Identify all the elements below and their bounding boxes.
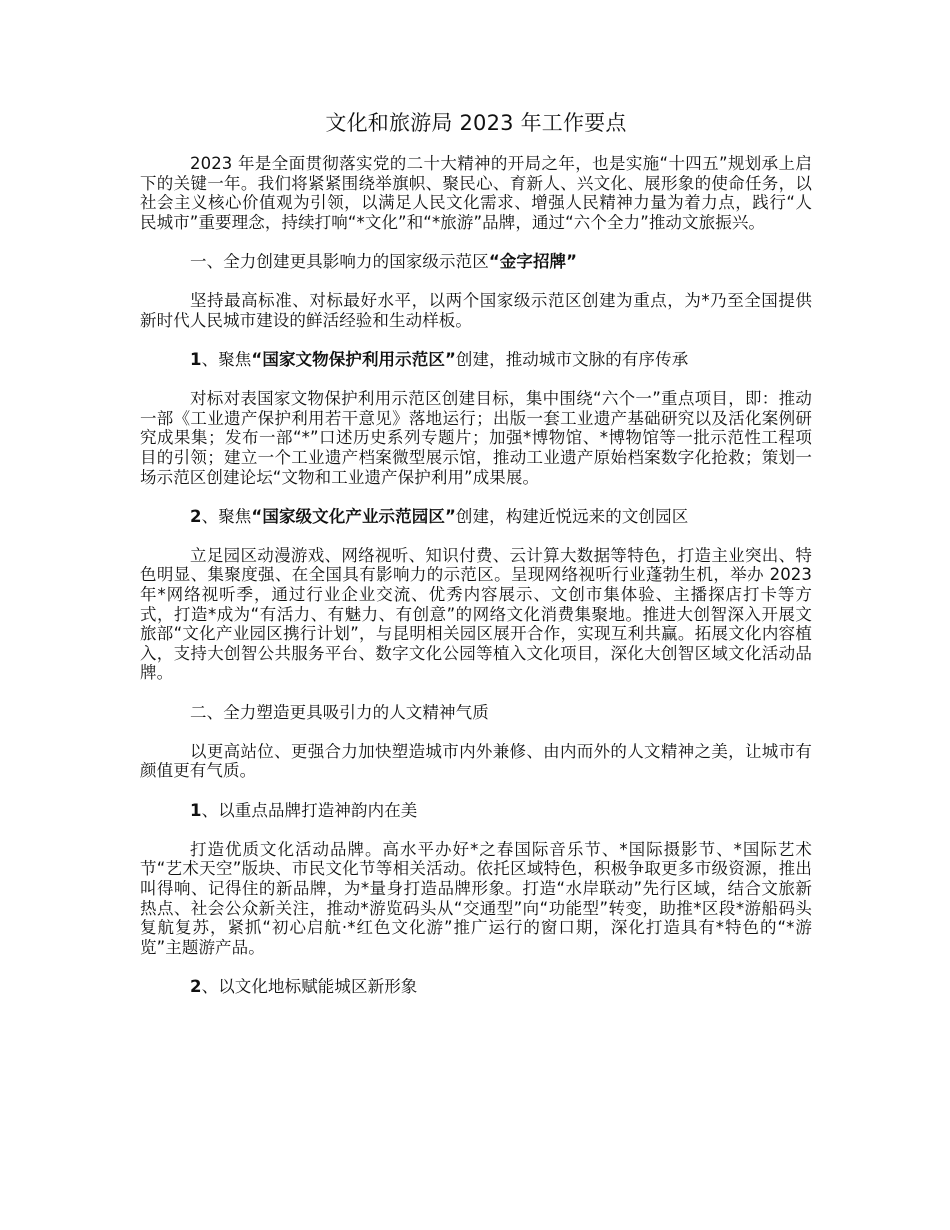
item-heading-pre: 、聚焦 (201, 506, 252, 526)
document-page (140, 108, 812, 997)
item-number: 2 (190, 976, 202, 996)
section1-item2-body: 立足园区动漫游戏、网络视听、知识付费、云计算大数据等特色，打造主业突出、特色明显、集聚度强、在全国具有影响力的示范区。呈现网络视听行业蓬勃生机，举办 2023 年*网络视听季，通过行业企业交流、优秀内容展示、文创市集体验、主播探店打卡等方式，打造*成为“有活力、有魅力、有创意”的网络文化消费集聚地。推进大创智深入开展文旅部“文化产业园区携行计划”，与昆明相关园区展开合作，实现互利共赢。拓展文化内容植入，支持大创智公共服务平台、数字文化公园等植入文化项目，深化大创智区域文化活动品牌。 (140, 545, 812, 683)
section1-item1-heading (140, 350, 812, 370)
section2-body: 以更高站位、更强合力加快塑造城市内外兼修、由内而外的人文精神之美，让城市有颜值更有气质。 (140, 741, 812, 781)
item-heading-post: 创建，构建近悦远来的文创园区 (455, 506, 689, 526)
item-heading-quote: “国家级文化产业示范园区” (251, 506, 456, 526)
section1-heading-quote: “金字招牌” (488, 251, 578, 271)
section1-body: 坚持最高标准、对标最好水平，以两个国家级示范区创建为重点，为*乃至全国提供新时代人民城市建设的鲜活经验和生动样板。 (140, 291, 812, 330)
item-heading-post: 、以重点品牌打造神韵内在美 (201, 800, 418, 820)
section1-item1-body: 对标对表国家文物保护利用示范区创建目标，集中围绕“六个一”重点项目，即：推动一部《工业遗产保护利用若干意见》落地运行；出版一套工业遗产基础研究以及活化案例研究成果集；发布一部“*”口述历史系列专题片；加强*博物馆、*博物馆等一批示范性工程项目的引领；建立一个工业遗产档案微型展示馆，推动工业遗产原始档案数字化抢救；策划一场示范区创建论坛“文物和工业遗产保护利用”成果展。 (140, 389, 812, 487)
item-number: 2 (190, 506, 202, 526)
section2-item2-heading (140, 977, 812, 997)
section1-item2-heading (140, 507, 812, 527)
section2-item1-body: 打造优质文化活动品牌。高水平办好*之春国际音乐节、*国际摄影节、*国际艺术节“艺术天空”版块、市民文化节等相关活动。依托区域特色，积极争取更多市级资源，推出叫得响、记得住的新品牌，为*量身打造品牌形象。打造“水岸联动”先行区域，结合文旅新热点、社会公众新关注，推动*游览码头从“交通型”向“功能型”转变，助推*区段*游船码头复航复苏，紧抓“初心启航·*红色文化游”推广运行的窗口期，深化打造具有*特色的“*游览”主题游产品。 (140, 839, 812, 957)
item-number: 1 (190, 800, 202, 820)
item-heading-post: 创建，推动城市文脉的有序传承 (455, 349, 689, 369)
item-heading-quote: “国家文物保护利用示范区” (251, 349, 456, 369)
item-heading-pre: 、聚焦 (201, 349, 252, 369)
section2-item1-heading (140, 801, 812, 821)
section1-heading-text: 一、全力创建更具影响力的国家级示范区 (190, 251, 489, 271)
section2-heading: 二、全力塑造更具吸引力的人文精神气质 (190, 702, 489, 722)
item-heading-post: 、以文化地标赋能城区新形象 (201, 976, 418, 996)
item-number: 1 (190, 349, 202, 369)
intro-paragraph: 2023 年是全面贯彻落实党的二十大精神的开局之年，也是实施“十四五”规划承上启下的关键一年。我们将紧紧围绕举旗帜、聚民心、育新人、兴文化、展形象的使命任务，以社会主义核心价值观为引领，以满足人民文化需求、增强人民精神力量为着力点，践行“人民城市”重要理念，持续打响“*文化”和“*旅游”品牌，通过“六个全力”推动文旅振兴。 (140, 154, 812, 232)
section1-heading (140, 252, 812, 272)
document-title: 文化和旅游局 2023 年工作要点 (325, 111, 627, 135)
